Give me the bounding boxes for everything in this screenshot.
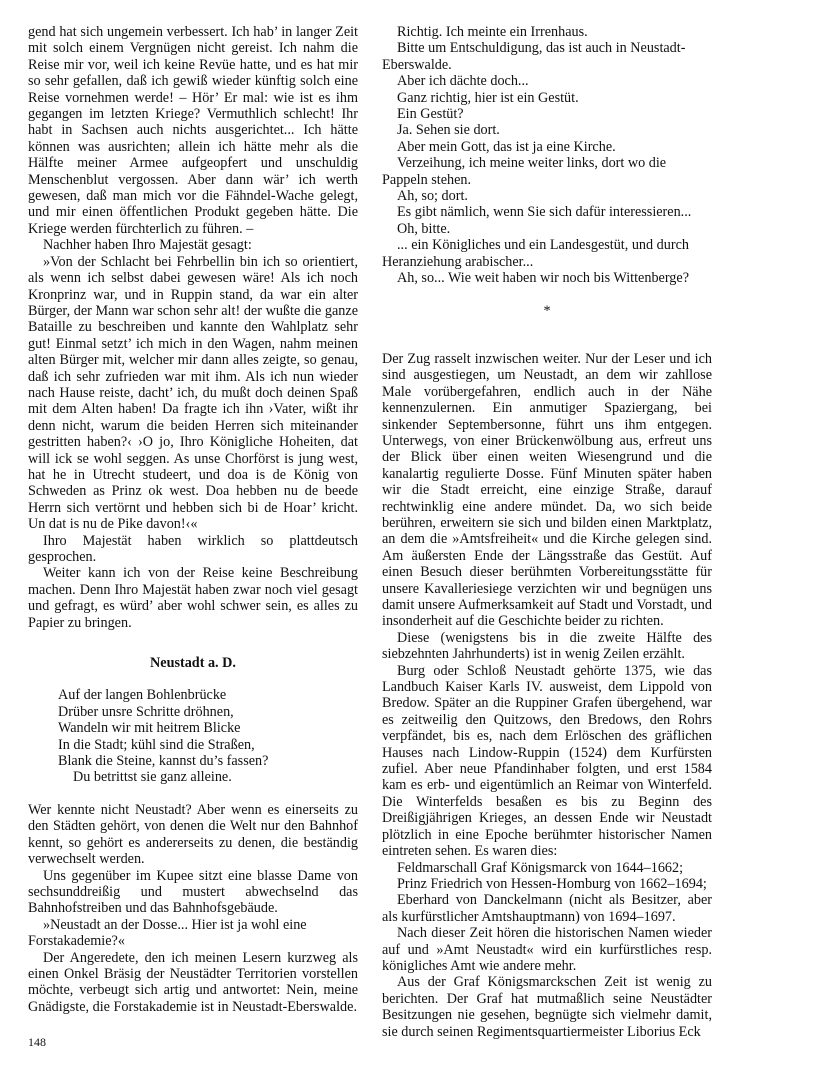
dialogue-line: Ja. Sehen sie dort. [397,122,500,139]
paragraph: Ihro Majestät haben wirklich so plattdeutsch gesprochen. [28,532,358,565]
poem-line: Du betrittst sie ganz alleine. [73,769,232,786]
poem-line: Wandeln wir mit heitrem Blicke [58,720,241,737]
paragraph: Weiter kann ich von der Reise keine Beschreibung machen. Denn Ihro Majestät haben zwar noch viel gesagt und gefragt, es würd’ aber wohl schwer sein, es alles zu Papier zu bringen. [28,565,358,631]
paragraph: »Neustadt an der Dosse... Hier ist ja wohl eine Forstakademie?« [28,916,307,950]
poem-line: Blank die Steine, kannst du’s fassen? [58,753,269,770]
list-item: Prinz Friedrich von Hessen-Homburg von 1662–1694; [397,875,707,892]
list-item: Feldmarschall Graf Königsmarck von 1644–1662; [397,859,684,876]
poem-line: Drüber unsre Schritte dröhnen, [58,703,234,720]
paragraph: gend hat sich ungemein verbessert. Ich hab’ in langer Zeit mit solch einem Vergnügen nicht gereist. Ich nahm die Reise mir vor, weil ich keine Revüe hatte, und es hat mir so sehr gefallen, daß ich gewiß wieder künftig solch eine Reise vornehmen werde! – Hör’ Er mal: wie ist es ihm gegangen im letzten Kriege? Vermuthlich schlecht! Ihr habt in Sachsen auch nichts ausgerichtet... Ich hätte können was ausrichten; allein ich hätte mehr als die Hälfte meiner Armee aufgeopfert und unschuldig Menschenblut vergossen. Aber dann wär’ ich werth gewesen, daß man mich vor die Fähndel-Wache gelegt, und mir einen öffentlichen Produkt gegeben hätte. Die Kriege werden fürchterlich zu führen. – [28,24,358,237]
left-column [28,24,358,1015]
paragraph: Aus der Graf Königsmarckschen Zeit ist wenig zu berichten. Der Graf hat mutmaßlich seine Neustädter Besitzungen nie gesehen, begnügte sich vielmehr damit, sie durch seinen Regimentsquartiermeister Liborius Eck [382,974,712,1040]
page-number: 148 [28,1035,46,1049]
paragraph: Uns gegenüber im Kupee sitzt eine blasse Dame von sechsunddreißig und mustert abwechselnd das Bahnhofstreiben und das Bahnhofsgebäude. [28,867,358,917]
dialogue-line: Richtig. Ich meinte ein Irrenhaus. [397,24,588,40]
poem-line: In die Stadt; kühl sind die Straßen, [58,736,255,753]
paragraph: Nachher haben Ihro Majestät gesagt: [43,237,252,254]
paragraph: Diese (wenigstens bis in die zweite Hälfte des siebzehnten Jahrhunderts) ist in wenig Zeilen erzählt. [382,629,712,663]
paragraph: Nach dieser Zeit hören die historischen Namen wieder auf und »Amt Neustadt« wird ein kurfürstliches resp. königliches Amt wie andere mehr. [382,925,712,974]
dialogue-line: ... ein Königliches und ein Landesgestüt, und durch Heranziehung arabischer... [382,237,689,270]
dialogue-line: Oh, bitte. [397,220,451,237]
dialogue-line: Es gibt nämlich, wenn Sie sich dafür interessieren... [397,204,692,221]
paragraph: Wer kennte nicht Neustadt? Aber wenn es einerseits zu den Städten gehört, von denen die Welt nur den Bahnhof kennt, so gehört es andererseits zu denen, die beständig verwechselt werden. [28,801,358,868]
poem [58,687,358,785]
dialogue-line: Ein Gestüt? [397,106,464,123]
list-item: Eberhard von Danckelmann (nicht als Besitzer, aber als kurfürstlicher Amtshauptmann) von 1694–1697. [382,892,712,925]
paragraph: Der Zug rasselt inzwischen weiter. Nur der Leser und ich sind ausgestiegen, um Neustadt, an dem wir zahllose Male vorübergefahren, endlich auch in der Nähe kennenzulernen. Ein anmutiger Spaziergang, bei sinkender Septembersonne, führt uns ihm entgegen. Unterwegs, von einer Brückenwölbung aus, erfreut uns der Blick über einen weiten Wiesengrund und die kanalartig regulierte Dosse. Fünf Minuten später haben wir die Stadt erreicht, eine einzige Straße, darauf rechtwinklig eine andere mündet. Da, wo sich beide berühren, erweitern sie sich und bilden einen Marktplatz, an dem die »Amtsfreiheit« und die Kirche gelegen sind. Am äußersten Ende der Längsstraße das Gestüt. Auf einen Besuch dieser berühmten Vorbereitungsstätte für unsere Kavalleriesiege verzichten wir und begnügen uns damit unsere Aufmerksamkeit auf Stadt und Vorstadt, und insonderheit auf die Geschichte beider zu richten. [382,350,712,630]
dialogue-line: Bitte um Entschuldigung, das ist auch in Neustadt-Eberswalde. [382,40,686,73]
dialogue-line: Aber mein Gott, das ist ja eine Kirche. [397,138,616,155]
poem-line: Auf der langen Bohlenbrücke [58,687,227,704]
dialogue-line: Aber ich dächte doch... [397,73,529,90]
right-column [382,24,712,1040]
section-heading: Neustadt a. D. [150,655,236,672]
dialogue-line: Ganz richtig, hier ist ein Gestüt. [397,89,579,106]
paragraph: Burg oder Schloß Neustadt gehörte 1375, wie das Landbuch Kaiser Karls IV. ausweist, dem Lippold von Bredow. Später an die Ruppiner Grafen übergehend, war es zeitweilig den Quitzows, den Bredows, den Rohrs verpfändet, bis es, nach dem Erlöschen des gräflichen Hauses nach Lindow-Ruppin (1524) dem Kurfürsten zufiel. Aber neue Pfandinhaber folgten, und erst 1584 kam es erb- und eigentümlich an Reimar von Winterfeld. Die Winterfelds besaßen es bis zu Beginn des Dreißigjährigen Krieges, an dessen Ende wir Neustadt plötzlich in eine Epoche berühmter historischer Namen eintreten sehen. Es waren dies: [382,662,712,860]
paragraph: Der Angeredete, den ich meinen Lesern kurzweg als einen Onkel Bräsig der Neustädter Territorien vorstellen möchte, verbeugt sich artig und antwortet: Nein, meine Gnädigste, die Forstakademie ist in Neustadt-Eberswalde. [28,949,358,1015]
dialogue-line: Verzeihung, ich meine weiter links, dort wo die Pappeln stehen. [382,155,667,188]
section-break-asterisk: * [543,302,551,319]
dialogue-line: Ah, so; dort. [397,188,468,205]
dialogue-line: Ah, so... Wie weit haben wir noch bis Wittenberge? [397,270,689,287]
paragraph: »Von der Schlacht bei Fehrbellin bin ich so orientiert, als wenn ich selbst dabei gewesen wäre! Als ich noch Kronprinz war, und in Ruppin stand, da war ein alter Bürger, der Mann war schon sehr alt! der wußte die ganze Bataille zu beschreiben und kannte den Wahlplatz sehr gut! Einmal setzt’ ich mich in den Wagen, nahm meinen alten Bürger mit, welcher mir dann alles zeigte, so genau, daß ich sehr zufrieden war mit ihm. Als ich nun wieder nach Hause reiste, dacht’ ich, du mußt doch deinen Spaß mit dem Alten haben! Da fragte ich ihn ›Vater, wißt ihr denn nicht, warum die beiden Herren sich miteinander gestritten haben?‹ ›O jo, Ihro Königliche Hoheiten, dat will ick se wohl seggen. As unse Chorförst is jung west, hat he in Utrecht studeert, und doa is de König von Schweden as Prinz ok west. Doa hebben nu de beede Herrn sich vertörnt und hebben sich bi de Hoar’ kricht. Un dat is nu de Pike davon!‹« [28,253,358,533]
